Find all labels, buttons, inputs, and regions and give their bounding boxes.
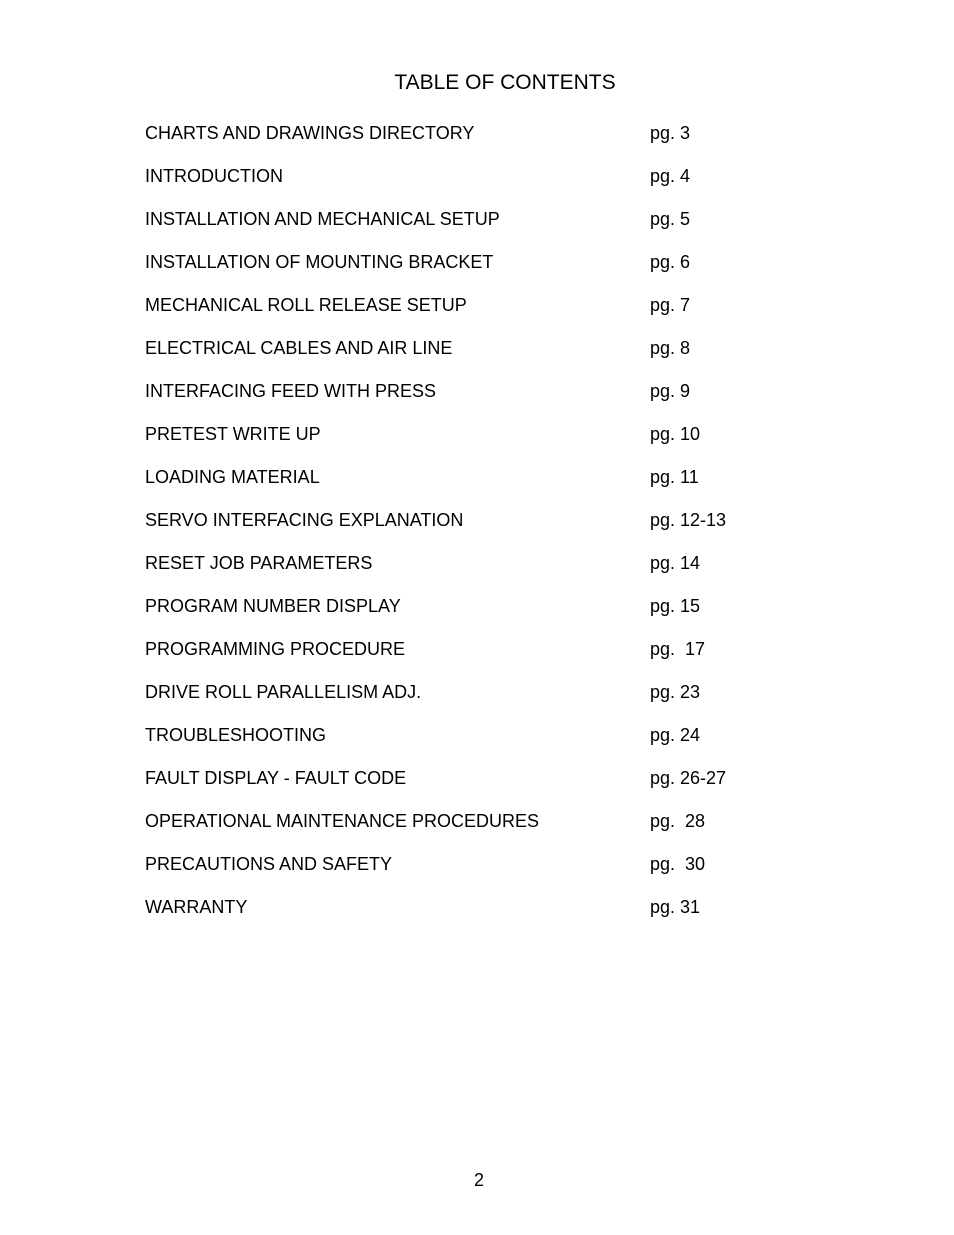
toc-entry-page: pg. 3 — [650, 123, 691, 143]
toc-entry — [145, 508, 845, 551]
page-title: TABLE OF CONTENTS — [394, 71, 616, 94]
toc-entry-page: pg. 9 — [650, 381, 691, 401]
toc-entry-page: pg. 5 — [650, 209, 691, 229]
toc-entry-title: TROUBLESHOOTING — [145, 725, 327, 745]
toc-entry-title: RESET JOB PARAMETERS — [145, 553, 373, 573]
toc-entry — [145, 551, 845, 594]
toc-entry — [145, 293, 845, 336]
page-number: 2 — [473, 1170, 484, 1190]
toc-entry-title: ELECTRICAL CABLES AND AIR LINE — [145, 338, 453, 358]
toc-entry-title: INTERFACING FEED WITH PRESS — [145, 381, 437, 401]
toc-entry-title: PRETEST WRITE UP — [145, 424, 321, 444]
toc-entry — [145, 895, 845, 938]
toc-entry — [145, 680, 845, 723]
toc-entry-page: pg. 15 — [650, 596, 701, 616]
toc-entry — [145, 422, 845, 465]
toc-entry — [145, 379, 845, 422]
toc-entry-page: pg. 31 — [650, 897, 701, 917]
toc-entry — [145, 637, 845, 680]
toc-entry — [145, 207, 845, 250]
toc-entry — [145, 809, 845, 852]
toc-entry-title: INSTALLATION AND MECHANICAL SETUP — [145, 209, 500, 229]
toc-entry-title: PROGRAM NUMBER DISPLAY — [145, 596, 401, 616]
toc-entry-title: PROGRAMMING PROCEDURE — [145, 639, 406, 659]
toc-entry-page: pg. 7 — [650, 295, 691, 315]
toc-entry-page: pg. 4 — [650, 166, 691, 186]
toc-entry-title: FAULT DISPLAY - FAULT CODE — [145, 768, 407, 788]
toc-entry-title: MECHANICAL ROLL RELEASE SETUP — [145, 295, 467, 315]
toc-entry — [145, 594, 845, 637]
toc-entry-title: CHARTS AND DRAWINGS DIRECTORY — [145, 123, 475, 143]
toc-entry-title: OPERATIONAL MAINTENANCE PROCEDURES — [145, 811, 540, 831]
toc-entry-page: pg. 12-13 — [650, 510, 727, 530]
toc-entry-title: DRIVE ROLL PARALLELISM ADJ. — [145, 682, 422, 702]
toc-entry-page: pg. 8 — [650, 338, 691, 358]
toc-entry — [145, 766, 845, 809]
toc-entry — [145, 465, 845, 508]
toc-entry-page: pg. 30 — [650, 854, 706, 874]
toc-entry-page: pg. 26-27 — [650, 768, 727, 788]
toc-entry-page: pg. 10 — [650, 424, 701, 444]
toc-entry — [145, 723, 845, 766]
toc-entry-title: PRECAUTIONS AND SAFETY — [145, 854, 393, 874]
toc-entry-title: INSTALLATION OF MOUNTING BRACKET — [145, 252, 494, 272]
toc-entry — [145, 164, 845, 207]
toc-entry-page: pg. 11 — [650, 467, 699, 487]
toc-entry-title: WARRANTY — [145, 897, 248, 917]
toc-entry — [145, 250, 845, 293]
toc-entry — [145, 852, 845, 895]
toc-entry-page: pg. 23 — [650, 682, 701, 702]
toc-entry-page: pg. 28 — [650, 811, 706, 831]
toc-entry-page: pg. 6 — [650, 252, 691, 272]
toc-entry-title: SERVO INTERFACING EXPLANATION — [145, 510, 464, 530]
toc-entry — [145, 336, 845, 379]
toc-entry-page: pg. 24 — [650, 725, 701, 745]
toc-entry-page: pg. 17 — [650, 639, 706, 659]
toc-entry — [145, 121, 845, 164]
table-of-contents — [145, 121, 845, 938]
toc-entry-page: pg. 14 — [650, 553, 701, 573]
toc-entry-title: LOADING MATERIAL — [145, 467, 320, 487]
toc-entry-title: INTRODUCTION — [145, 166, 283, 186]
